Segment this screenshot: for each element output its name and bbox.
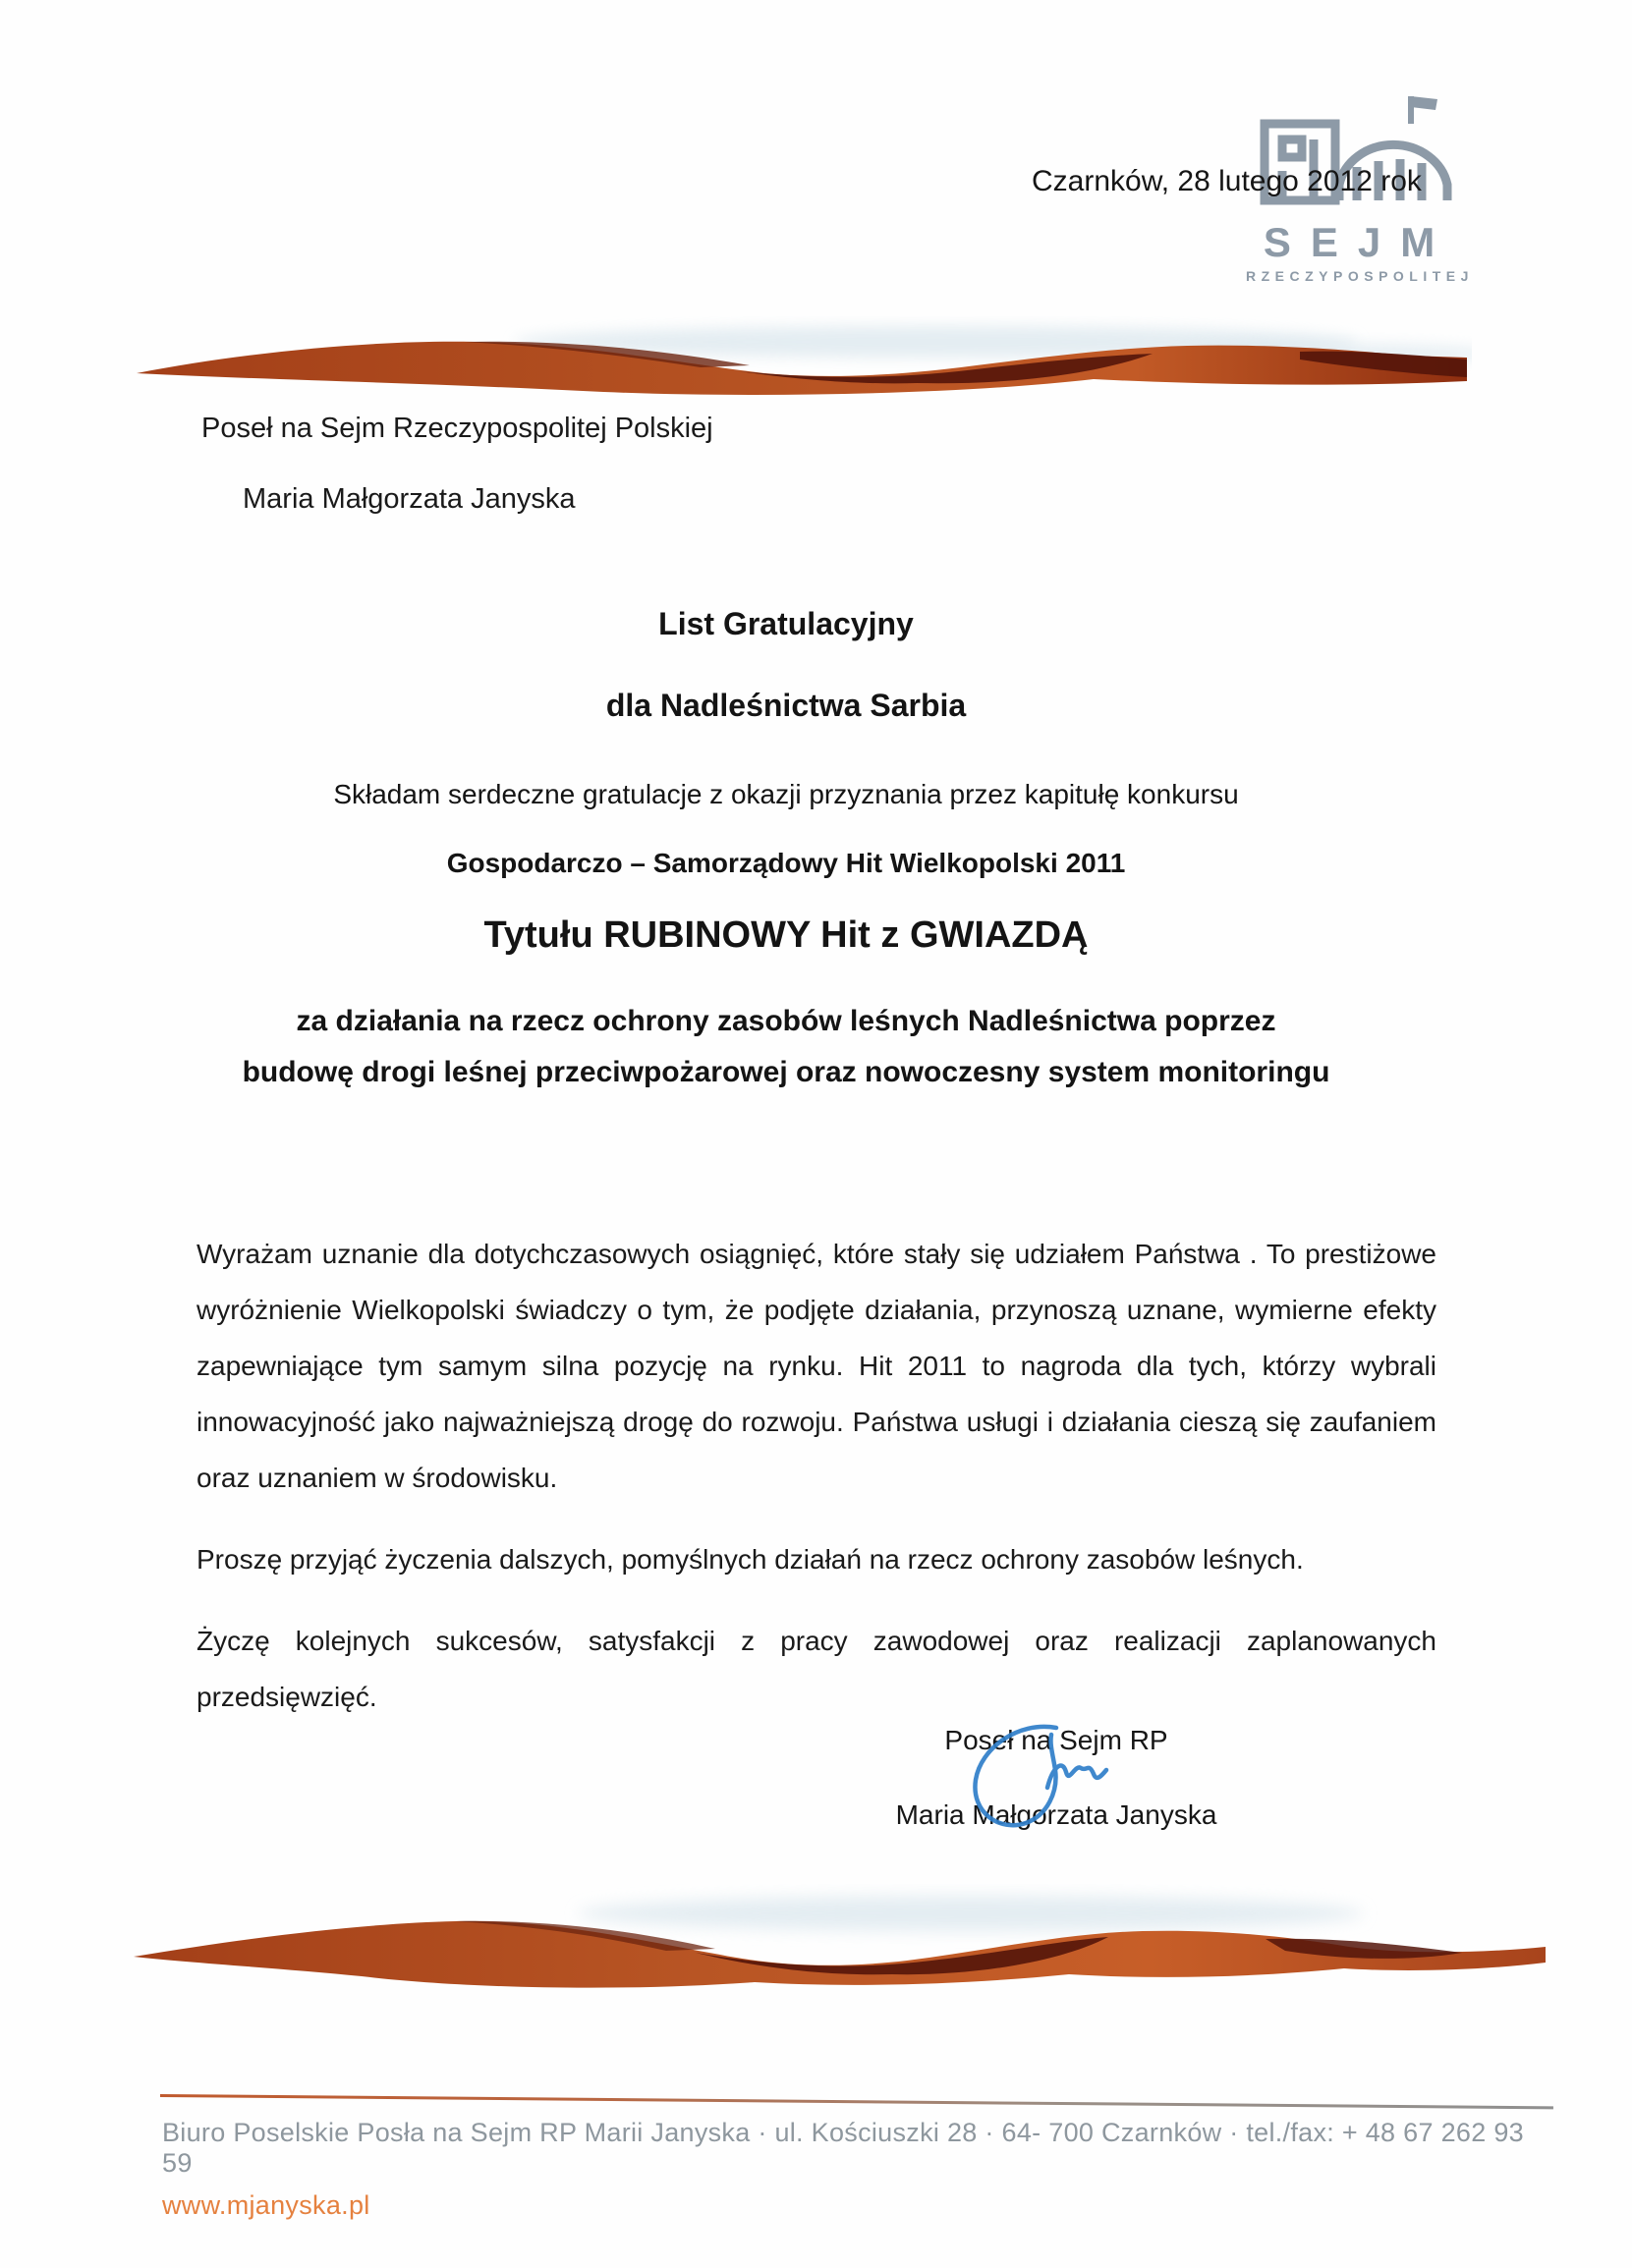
- award-reason-line-2: budowę drogi leśnej przeciwpożarowej oraz nowoczesny system monitoringu: [242, 1056, 1330, 1088]
- signature-title: Poseł na Sejm RP: [944, 1725, 1168, 1755]
- sender-block: [201, 413, 713, 516]
- footer: [162, 2118, 1538, 2221]
- document-title: List Gratulacyjny: [658, 606, 914, 641]
- intro-line: Składam serdeczne gratulacje z okazji przyznania przez kapitułę konkursu: [333, 779, 1239, 809]
- brush-swoosh-top-icon: [131, 316, 1472, 412]
- award-reason: [138, 996, 1435, 1098]
- signature-name: Maria Małgorzata Janyska: [895, 1799, 1217, 1830]
- sejm-subtitle: RZECZYPOSPOLITEJ: [1246, 268, 1474, 284]
- date-line: Czarnków, 28 lutego 2012 rok: [1032, 165, 1422, 197]
- award-contest-line: Gospodarczo – Samorządowy Hit Wielkopolski 2011: [446, 848, 1126, 878]
- headings-column: [138, 606, 1435, 1098]
- footer-divider: [160, 2094, 1553, 2109]
- sender-name: Maria Małgorzata Janyska: [243, 483, 576, 515]
- letter-body: [197, 1226, 1436, 1750]
- footer-website: www.mjanyska.pl: [162, 2190, 370, 2220]
- award-title-line: Tytułu RUBINOWY Hit z GWIAZDĄ: [483, 914, 1089, 956]
- document-subtitle: dla Nadleśnictwa Sarbia: [605, 688, 967, 723]
- brush-swoosh-bottom-icon: [126, 1884, 1550, 2012]
- sender-title: Poseł na Sejm Rzeczypospolitej Polskiej: [201, 413, 713, 444]
- body-paragraph: Proszę przyjąć życzenia dalszych, pomyślnych działań na rzecz ochrony zasobów leśnych.: [197, 1544, 1304, 1575]
- body-paragraph: Wyrażam uznanie dla dotychczasowych osiągnięć, które stały się udziałem Państwa . To prestiżowe wyróżnienie Wielkopolski świadczy o tym, że podjęte działania, przynoszą uznane, wymierne efekty zapewniające tym samym silna pozycję na rynku. Hit 2011 to nagroda dla tych, którzy wybrali innowacyjność jako najważniejszą drogę do rozwoju. Państwa usługi i działania cieszą się zaufaniem oraz uznaniem w środowisku.: [197, 1239, 1436, 1493]
- footer-office-line: Biuro Poselskie Posła na Sejm RP Marii Janyska · ul. Kościuszki 28 · 64- 700 Czarnków · tel./fax: + 48 67 262 93 59: [162, 2118, 1524, 2178]
- handwritten-signature-icon: [961, 1721, 1133, 1842]
- sejm-wordmark: SEJM: [1263, 219, 1455, 265]
- award-reason-line-1: za działania na rzecz ochrony zasobów leśnych Nadleśnictwa poprzez: [296, 1005, 1276, 1037]
- body-paragraph: Życzę kolejnych sukcesów, satysfakcji z pracy zawodowej oraz realizacji zaplanowanych przedsięwzięć.: [197, 1626, 1436, 1712]
